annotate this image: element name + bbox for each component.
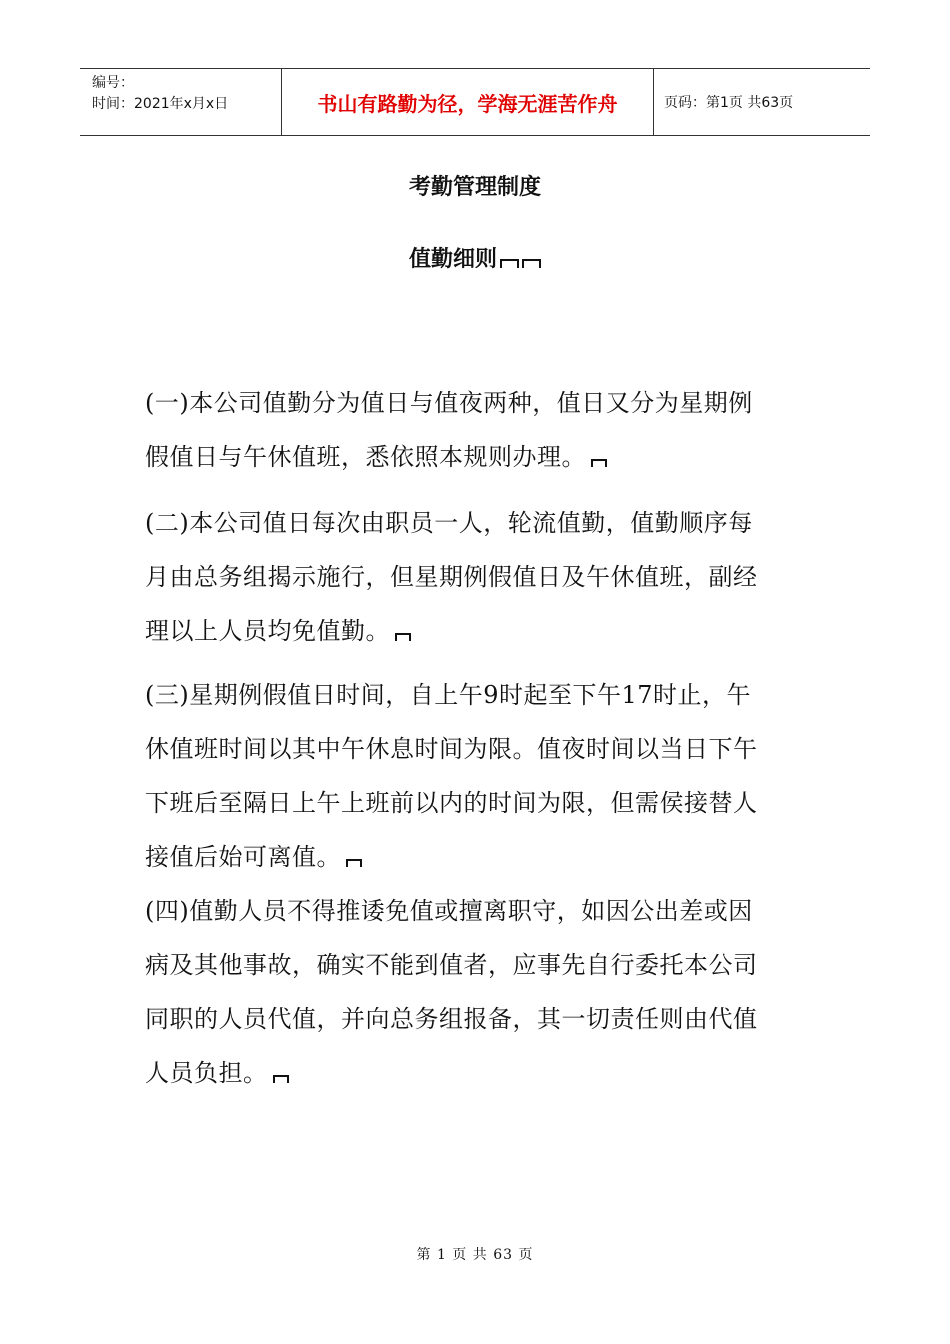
paragraph-mark-icon — [395, 633, 411, 641]
paragraph-line-last — [145, 1046, 805, 1100]
paragraph-line-last — [145, 604, 805, 658]
paragraph-line-text: 人员负担。 — [145, 1059, 268, 1087]
paragraph-line: (三)星期例假值日时间，自上午9时起至下午17时止，午 — [145, 681, 752, 709]
paragraph-line: 下班后至隔日上午上班前以内的时间为限，但需侯接替人 — [145, 789, 758, 817]
document-subtitle-text: 值勤细则 — [408, 247, 497, 272]
paragraph-1 — [145, 376, 805, 484]
paragraph-line: 月由总务组揭示施行，但星期例假值日及午休值班，副经 — [145, 563, 758, 591]
paragraph-line-last — [145, 430, 805, 484]
document-date: 时间：2021年x月x日 — [92, 96, 229, 112]
paragraph-line-text: 理以上人员均免值勤。 — [145, 617, 390, 645]
document-subtitle — [0, 242, 950, 273]
header-page-info: 页码：第1页 共63页 — [664, 95, 794, 111]
document-title-text: 考勤管理制度 — [408, 175, 541, 200]
paragraph-mark-icon — [273, 1075, 289, 1083]
paragraph-line: 病及其他事故，确实不能到值者，应事先自行委托本公司 — [145, 951, 758, 979]
document-title — [0, 170, 950, 201]
paragraph-line: 休值班时间以其中午休息时间为限。值夜时间以当日下午 — [145, 735, 758, 763]
document-number-label: 编号： — [92, 75, 134, 91]
paragraph-4 — [145, 884, 805, 1100]
paragraph-mark-icon — [500, 259, 519, 268]
paragraph-line: (一)本公司值勤分为值日与值夜两种，值日又分为星期例 — [145, 389, 753, 417]
paragraph-line-last — [145, 830, 805, 884]
header-motto: 书山有路勤为径，学海无涯苦作舟 — [282, 69, 654, 135]
paragraph-mark-icon — [522, 259, 541, 268]
paragraph-line: 同职的人员代值，并向总务组报备，其一切责任则由代值 — [145, 1005, 758, 1033]
header-meta — [80, 69, 282, 135]
paragraph-line-text: 接值后始可离值。 — [145, 843, 341, 871]
paragraph-line: (二)本公司值日每次由职员一人，轮流值勤，值勤顺序每 — [145, 509, 753, 537]
paragraph-line: (四)值勤人员不得推诿免值或擅离职守，如因公出差或因 — [145, 897, 753, 925]
paragraph-mark-icon — [346, 859, 362, 867]
paragraph-mark-icon — [591, 459, 607, 467]
page-header — [80, 68, 870, 136]
paragraph-2 — [145, 496, 805, 658]
page-footer: 第 1 页 共 63 页 — [416, 1247, 534, 1263]
paragraph-line-text: 假值日与午休值班，悉依照本规则办理。 — [145, 443, 586, 471]
paragraph-3 — [145, 668, 805, 884]
